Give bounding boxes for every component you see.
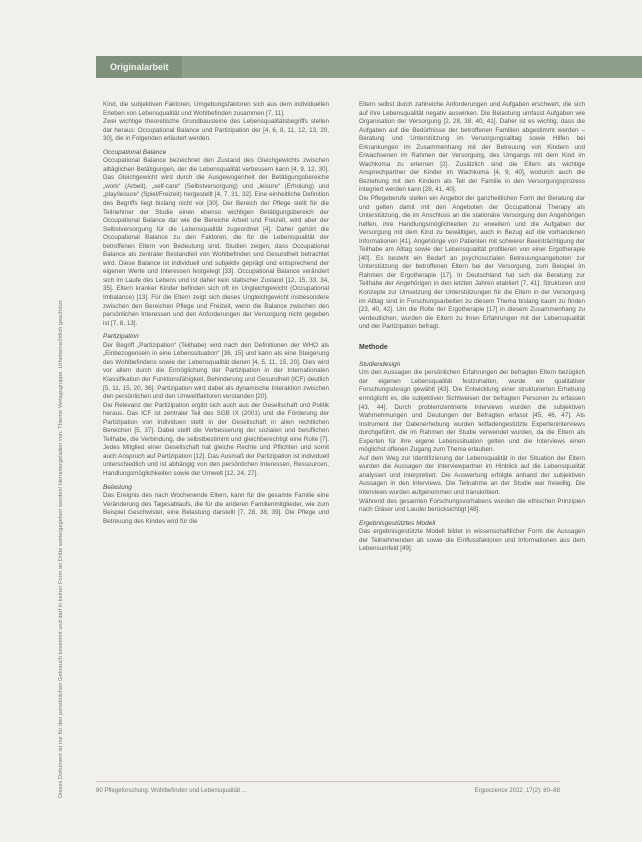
paragraph: Kind, die subjektiven Faktoren, Umgebungsfaktoren sich aus dem individuellen Erleben von Lebensqualität und Wohlbefinden zusammen [7, 11]. — [103, 101, 329, 117]
section-label: Originalarbeit — [96, 56, 182, 78]
footer-rule — [96, 781, 560, 782]
section-heading: Methode — [359, 343, 388, 351]
paragraph: Occupational Balance bezeichnet den Zustand des Gleichgewichts zwischen alltäglichen Betätigungen, der die Lebensqualität verbessern kann [4, 9, 12, 30]. Das Gleichgewicht wird durch die Ausgewogenheit der Betätigungsbereiche „work“ (Arbeit), „self-care“ (Selbstversorgung) und „leisure“ (Erholung) und „play/leisure“ (Spiel/Freizeit) hergestellt [4, 7, 31, 32]. Eine einheitliche Definition des Begriffs liegt bislang nicht vor [30]. Der Bereich der Pflege stellt für die Teilnehmer der Studie einen ebenso wichtigen Betätigungsbereich der Occupational Balance dar wie die Bereiche Arbeit und Freizeit, wird aber der Selbstversorgung für die Lebensqualität zugeordnet [4]. Daher gehört die Occupational Balance zu den Faktoren, die für die Lebensqualität der betroffenen Eltern von Bedeutung sind. Studien zeigen, dass Occupational Balance als zentraler Bestandteil von Wohlbefinden und Gesundheit betrachtet wird. Diese Balance ist individuell und subjektiv geprägt und entsprechend der eigenen Werte und Interessen festgelegt [33]. Occupational Balance verändert sich im Laufe des Lebens und ist daher kein statischer Zustand [12, 15, 33, 34, 35]. Eltern kranker Kinder befinden sich oft im Ungleichgewicht (Occupational Imbalance) [13]. Für die Eltern zeigt sich dieses Ungleichgewicht insbesondere zwischen den Bereichen Pflege und Freizeit, wenn die Balance zwischen den persönlichen Interessen und den Anforderungen der Versorgung nicht gegeben ist [7, 8, 13]. — [103, 157, 329, 327]
paragraph: Um den Aussagen die persönlichen Erfahrungen der befragten Eltern bezüglich der eigenen Lebensqualität festzuhalten, wurde ein qualitativer Forschungsdesign gewählt [43]. Die Entwicklung einer strukturierten Erhebung ermöglicht es, die subjektiven Sichtweisen der befragten Personen zu erfassen [43, 44]. Durch problemzentrierte Interviews wurden die subjektiven Wahrnehmungen und Deutungen der Befragten erfasst [45, 46, 47]. Als Instrument der Datenerhebung wurden leitfadengestützte Experteninterviews durchgeführt, die im Rahmen der Studie verwendet wurden, da die Eltern als Experten für ihre eigene Lebenssituation gelten und die Interviews einen möglichst offenen Zugang zum Thema erlauben. — [359, 369, 585, 454]
paragraph: Zwei wichtige theoretische Grundbausteine des Lebensqualitätsbegriffs stellen dar heraus: Occupational Balance und Partizipation der [4, 6, 8, 11, 12, 13, 20, 30], die in Folgenden erläutert werden. — [103, 118, 329, 143]
left-column — [103, 101, 329, 526]
section-heading: Occupational Balance — [103, 148, 167, 156]
side-copyright-note: Dieses Dokument ist nur für den persönlichen Gebrauch bestimmt und darf in keiner Form an Dritte weitergegeben werden! Heruntergeladen von: Thieme Verlagsgruppe. Urheberrechtlich geschützt. — [58, 298, 64, 798]
paragraph: Eltern selbst durch zahlreiche Anforderungen und Aufgaben erschwert, die sich auf ihre Lebensqualität negativ auswirken. Die Belastung umfasst Aufgaben wie Organisation der Versorgung [2, 28, 38, 40, 41]. Daher ist es wichtig, dass die Aufgaben auf die Bedürfnisse der betroffenen Familien abgestimmt werden – Beratung und Unterstützung im Versorgungsalltag sowie Hilfen bei Erkrankungen im Zusammenhang mit der Betreuung von Kindern und Erwachsenen im Rahmen der Versorgung, des Umgangs mit dem Kind im Wachkoma zu erlernen [2]. Zusätzlich sind die Eltern als wichtige Ansprechpartner der Kinder im Wachkoma [4, 9, 40], wodurch auch die Beziehung mit den Kindern als Teil der Familie in den Versorgungsprozess integriert werden kann [28, 41, 40]. — [359, 101, 585, 194]
paragraph: Der Begriff „Partizipation“ (Teilhabe) wird nach den Definitionen der WHO als „Einbezogensein in eine Lebenssituation“ [36, 15] und kann als eine Steigerung des Wohlbefindens sowie der Lebensqualität dienen [4, 5, 11, 15, 20]. Dies wird vor allem durch die Ermöglichung der Partizipation in der Internationalen Klassifikation der Funktionsfähigkeit, Behinderung und Gesundheit (ICF) deutlich [5, 11, 15, 20, 36]. Partizipation wird dabei als dynamische Interaktion zwischen den persönlichen und den Umweltfaktoren verstanden [20]. — [103, 341, 329, 401]
paragraph: Die Pflegeberufe stellen ein Angebot der ganzheitlichen Form der Beratung dar und gelten damit mit den Angeboten der Occupational Therapy als Unterstützung, die im Anschluss an die stationäre Versorgung den Angehörigen helfen, ihre Handlungsmöglichkeiten zu erweitern und die Aufgaben der Versorgung mit dem Kind zu bewältigen, auch in Bezug auf die vorhandenen Informationen [41]. Angehörige von Patienten mit schwerer Beeinträchtigung der Teilhabe am Alltag sowie der Lebensqualität profitieren von einer Ergotherapie [40]. Es besteht ein Bedarf an psychosozialen Betreuungsangeboten zur Unterstützung der betroffenen Eltern bei der Versorgung, zum Beispiel im Rahmen der Ergotherapie [17]. In Deutschland hat sich die Beratung zur Teilhabe der Angehörigen in den letzten Jahren etabliert [7, 41]. Strukturen und Konzepte zur Umsetzung der Unterstützungen für die Eltern in der Versorgung im Alltag sind in Forschungsarbeiten zu diesem Thema bislang kaum zu finden [23, 40, 42]. Um die Rolle der Ergotherapie [17] in diesem Zusammenhang zu verdeutlichen, wurden die Eltern zu ihren Erfahrungen mit der Lebensqualität und der Partizipation befragt. — [359, 195, 585, 331]
paragraph: Auf dem Weg zur Identifizierung der Lebensqualität in der Situation der Eltern wurden die Aussagen der Interviewpartner im Hinblick auf die Lebensqualität analysiert und interpretiert. Die Auswertung erfolgte anhand der subjektiven Aussagen in den Interviews. Die Teilnahme an der Studie war freiwillig. Die Interviews wurden aufgenommen und transkribiert. — [359, 454, 585, 496]
section-heading: Belastung — [103, 483, 132, 491]
paragraph: Das ergebnisgestützte Modell bildet in wissenschaftlicher Form die Aussagen der Teilnehmenden ab sowie die Einflussfaktoren und Informationen aus dem Lebensumfeld [49]. — [359, 528, 585, 553]
footer-right: Ergoscience 2022; 17(2): 80–88 — [474, 788, 560, 794]
footer-left: 80 Pflegeforschung: Wohlbefinden und Lebensqualität ... — [96, 788, 247, 794]
paragraph: Während des gesamten Forschungsvorhabens wurden die ethischen Prinzipien nach Gläser und Laudel berücksichtigt [48]. — [359, 497, 585, 514]
section-heading: Partizipation — [103, 333, 139, 341]
paragraph: Die Relevanz der Partizipation ergibt sich auch aus der Gesellschaft und Politik heraus. Das ICF ist zentraler Teil des SGB IX (2001) und die Förderung der Partizipation von Individuen stellt in der Gesellschaft in allen rechtlichen Bereichen [5, 37]. Dabei stellt die Verbesserung der sozialen und beruflichen Teilhabe, die Verbindung, die selbstbestimmt und gleichberechtigt eine Rolle [7]. Jedes Mitglied einer Gesellschaft hat gleiche Rechte und Pflichten und somit auch Anspruch auf Partizipation [12]. Das Ausmaß der Partizipation ist individuell unterschiedlich und ist abhängig von den persönlichen Interessen, Ressourcen, Handlungsmöglichkeiten sowie der Umwelt [12, 24, 27]. — [103, 401, 329, 477]
paragraph: Das Ereignis des nach Wochenende Eltern, kann für die gesamte Familie eine Veränderung des Tagesablaufs, die für die anderen Familienmitglieder, wie zum Beispiel Geschwister, eine Belastung darstellt [7, 28, 38, 39]. Die Pflege und Betreuung des Kindes wird für die — [103, 492, 329, 525]
section-heading: Studiendesign — [359, 360, 401, 368]
section-heading: Ergebnisgestütztes Modell — [359, 519, 436, 527]
right-column — [359, 101, 585, 554]
